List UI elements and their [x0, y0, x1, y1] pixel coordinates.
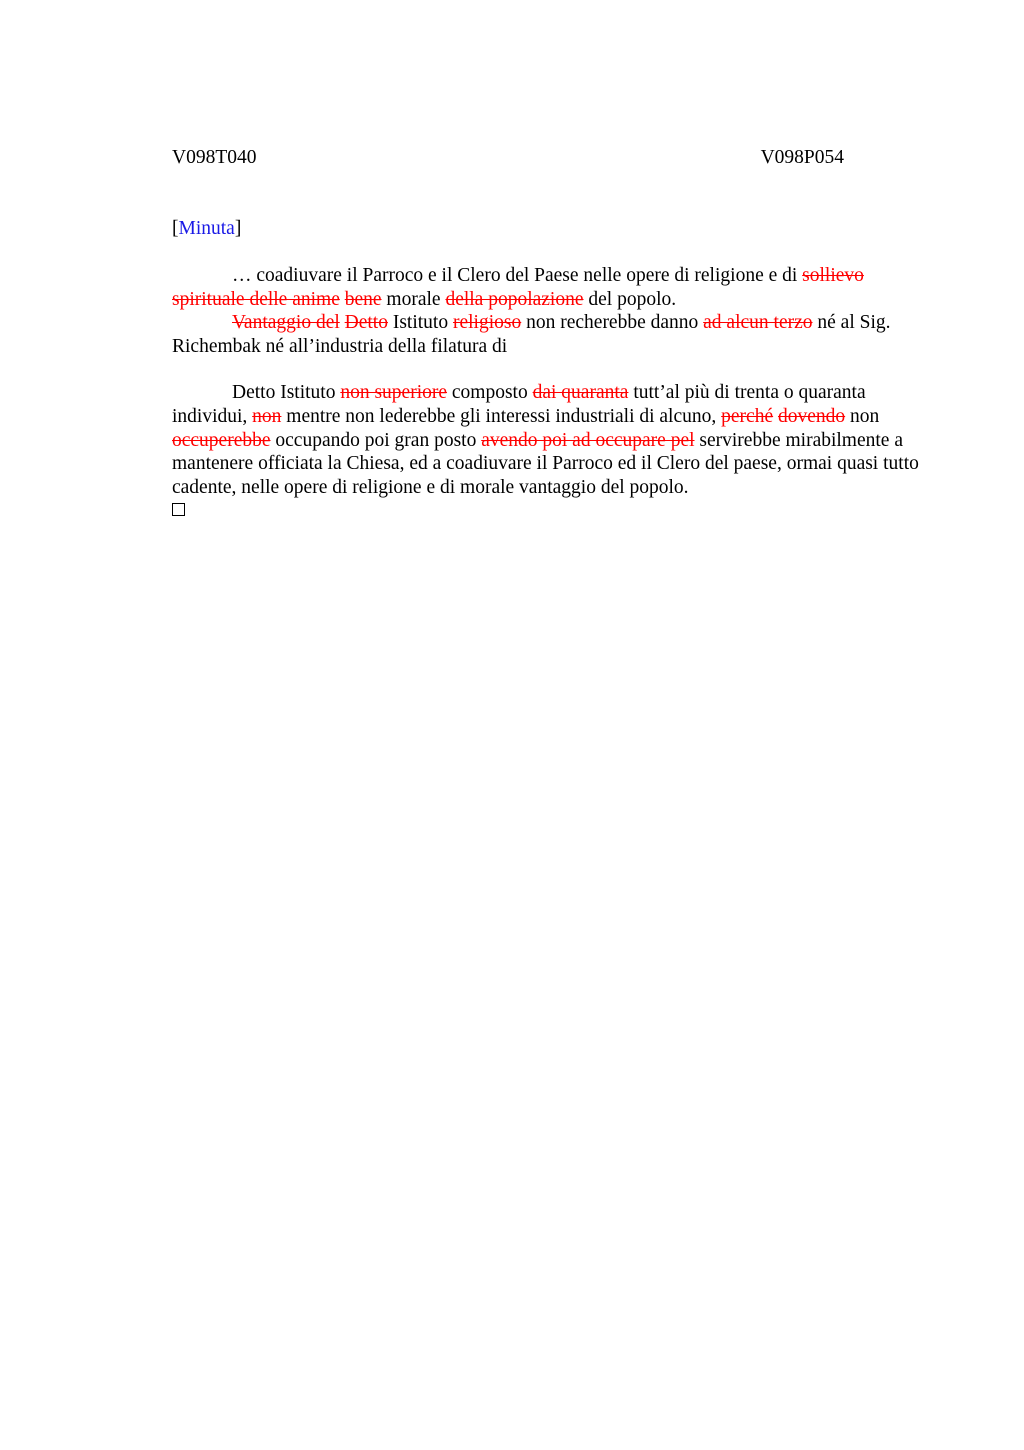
deleted-text: Detto — [344, 312, 388, 334]
text-segment: Istituto — [387, 312, 453, 334]
text-segment: non — [845, 405, 880, 427]
text-segment: occupando poi gran posto — [270, 429, 482, 451]
text-segment: morale — [381, 288, 446, 310]
text-segment: … coadiuvare il Parroco e il Clero del Paese nelle opere di religione e di — [232, 265, 803, 286]
deleted-text: occuperebbe — [172, 429, 271, 451]
text-segment: del popolo. — [583, 288, 677, 310]
deleted-text: religioso — [452, 312, 522, 334]
deleted-text: non superiore — [340, 382, 448, 404]
deleted-text: perché — [721, 405, 774, 427]
text-segment: non recherebbe danno — [521, 312, 704, 334]
text-segment: mentre non lederebbe gli interessi industriali di alcuno, — [281, 405, 722, 427]
label-open-bracket: [ — [172, 218, 179, 239]
header-right-code: V098P054 — [760, 147, 844, 168]
deleted-text: dovendo — [777, 405, 846, 427]
deleted-text: non — [252, 405, 282, 427]
header-left-code: V098T040 — [172, 147, 257, 168]
deleted-text: bene — [344, 288, 382, 310]
deleted-text: dai quaranta — [532, 382, 629, 404]
document-type-label — [172, 217, 922, 241]
deleted-text: Vantaggio del — [232, 312, 340, 334]
text-segment: Detto Istituto — [232, 382, 341, 404]
label-minuta: Minuta — [178, 218, 235, 239]
paragraph-3 — [172, 381, 922, 499]
text-segment: servirebbe mirabilmente a mantenere officiata la Chiesa, ed a coadiuvare il Parroco ed il Clero del paese, ormai quasi tutto cadente, nelle opere di religione e di morale vantaggio del popolo. — [172, 429, 919, 498]
document-page — [172, 146, 922, 522]
text-segment: né al Sig. Richembak né all’industria della filatura di — [172, 312, 891, 357]
end-of-text-box-icon — [172, 499, 922, 522]
text-segment: composto — [447, 382, 533, 404]
text-segment: tutt’al più di trenta o quaranta individui, — [172, 382, 866, 427]
deleted-text: della popolazione — [445, 288, 584, 310]
paragraph-1 — [172, 264, 922, 311]
square-icon — [172, 503, 185, 516]
paragraph-2 — [172, 311, 922, 358]
label-close-bracket: ] — [234, 218, 242, 239]
deleted-text: avendo poi ad occupare pel — [481, 429, 695, 451]
document-header — [172, 146, 844, 170]
deleted-text: ad alcun terzo — [703, 312, 813, 334]
deleted-text: sollievo spirituale delle anime — [172, 265, 864, 310]
